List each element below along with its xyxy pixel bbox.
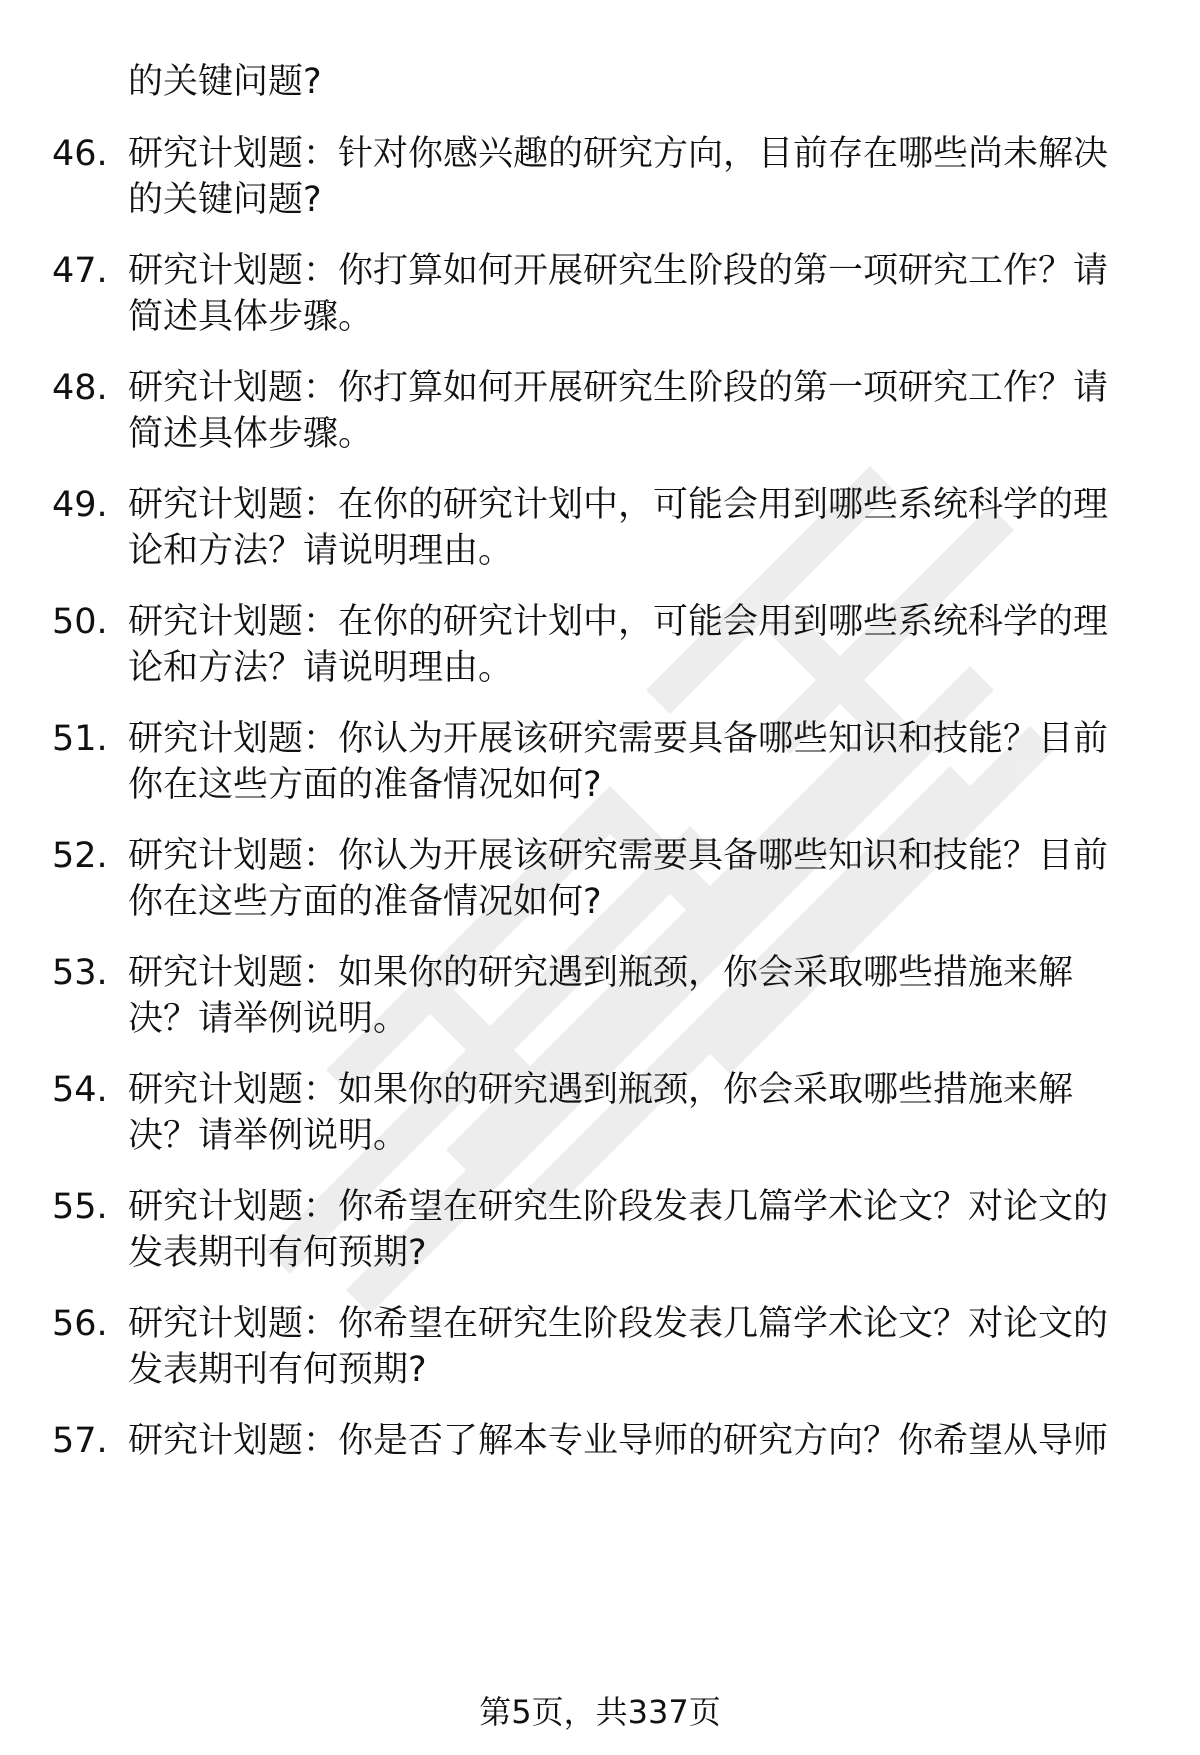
list-item (0, 1300, 1200, 1400)
list-item (0, 949, 1200, 1049)
item-text-line-1: 研究计划题：针对你感兴趣的研究方向，目前存在哪些尚未解决 (128, 134, 1109, 174)
item-number: 50. (52, 602, 108, 642)
item-text-line-2: 论和方法？请说明理由。 (128, 531, 514, 571)
list-item (0, 130, 1200, 230)
item-number: 53. (52, 953, 108, 993)
item-text-line-2: 的关键问题? (128, 180, 322, 220)
list-item (0, 481, 1200, 581)
page-footer: 第5页，共337页 (479, 1693, 721, 1731)
item-text-line-1: 研究计划题：你打算如何开展研究生阶段的第一项研究工作？请 (128, 251, 1109, 291)
list-item (0, 715, 1200, 815)
item-text-line-2: 决？请举例说明。 (128, 999, 409, 1039)
list-item (0, 247, 1200, 347)
item-text-line-2: 发表期刊有何预期? (128, 1350, 427, 1390)
item-text-line-2: 你在这些方面的准备情况如何? (128, 882, 602, 922)
item-text-line-2: 发表期刊有何预期? (128, 1233, 427, 1273)
item-number: 54. (52, 1070, 108, 1110)
item-number: 47. (52, 251, 108, 291)
item-number: 57. (52, 1421, 108, 1461)
item-text-line-2: 简述具体步骤。 (128, 297, 374, 337)
item-text-line-1: 研究计划题：在你的研究计划中，可能会用到哪些系统科学的理 (128, 602, 1109, 642)
item-text-line-1: 研究计划题：你希望在研究生阶段发表几篇学术论文？对论文的 (128, 1187, 1109, 1227)
list-item (0, 1417, 1200, 1517)
item-number: 55. (52, 1187, 108, 1227)
item-text-line-1: 研究计划题：你打算如何开展研究生阶段的第一项研究工作？请 (128, 368, 1109, 408)
item-text-line-1: 研究计划题：你认为开展该研究需要具备哪些知识和技能？目前 (128, 719, 1109, 759)
item-text-line-2: 你在这些方面的准备情况如何? (128, 765, 602, 805)
item-text-line-1: 研究计划题：你希望在研究生阶段发表几篇学术论文？对论文的 (128, 1304, 1109, 1344)
item-number: 49. (52, 485, 108, 525)
item-text-line-1: 研究计划题：如果你的研究遇到瓶颈，你会采取哪些措施来解 (128, 953, 1074, 993)
item-text-line-1: 研究计划题：你认为开展该研究需要具备哪些知识和技能？目前 (128, 836, 1109, 876)
item-text-line-1: 研究计划题：如果你的研究遇到瓶颈，你会采取哪些措施来解 (128, 1070, 1074, 1110)
list-item (0, 1066, 1200, 1166)
item-text-line-1: 研究计划题：在你的研究计划中，可能会用到哪些系统科学的理 (128, 485, 1109, 525)
item-text-line-1: 研究计划题：你是否了解本专业导师的研究方向？你希望从导师 (128, 1421, 1109, 1461)
list-item (0, 364, 1200, 464)
list-item (0, 1183, 1200, 1283)
item-text-line-2: 论和方法？请说明理由。 (128, 648, 514, 688)
continuation-line: 的关键问题? (128, 62, 322, 102)
item-text-line-2: 简述具体步骤。 (128, 414, 374, 454)
item-number: 52. (52, 836, 108, 876)
item-number: 48. (52, 368, 108, 408)
item-number: 56. (52, 1304, 108, 1344)
item-text-line-2: 决？请举例说明。 (128, 1116, 409, 1156)
item-number: 46. (52, 134, 108, 174)
list-item (0, 598, 1200, 698)
list-item (0, 832, 1200, 932)
item-number: 51. (52, 719, 108, 759)
